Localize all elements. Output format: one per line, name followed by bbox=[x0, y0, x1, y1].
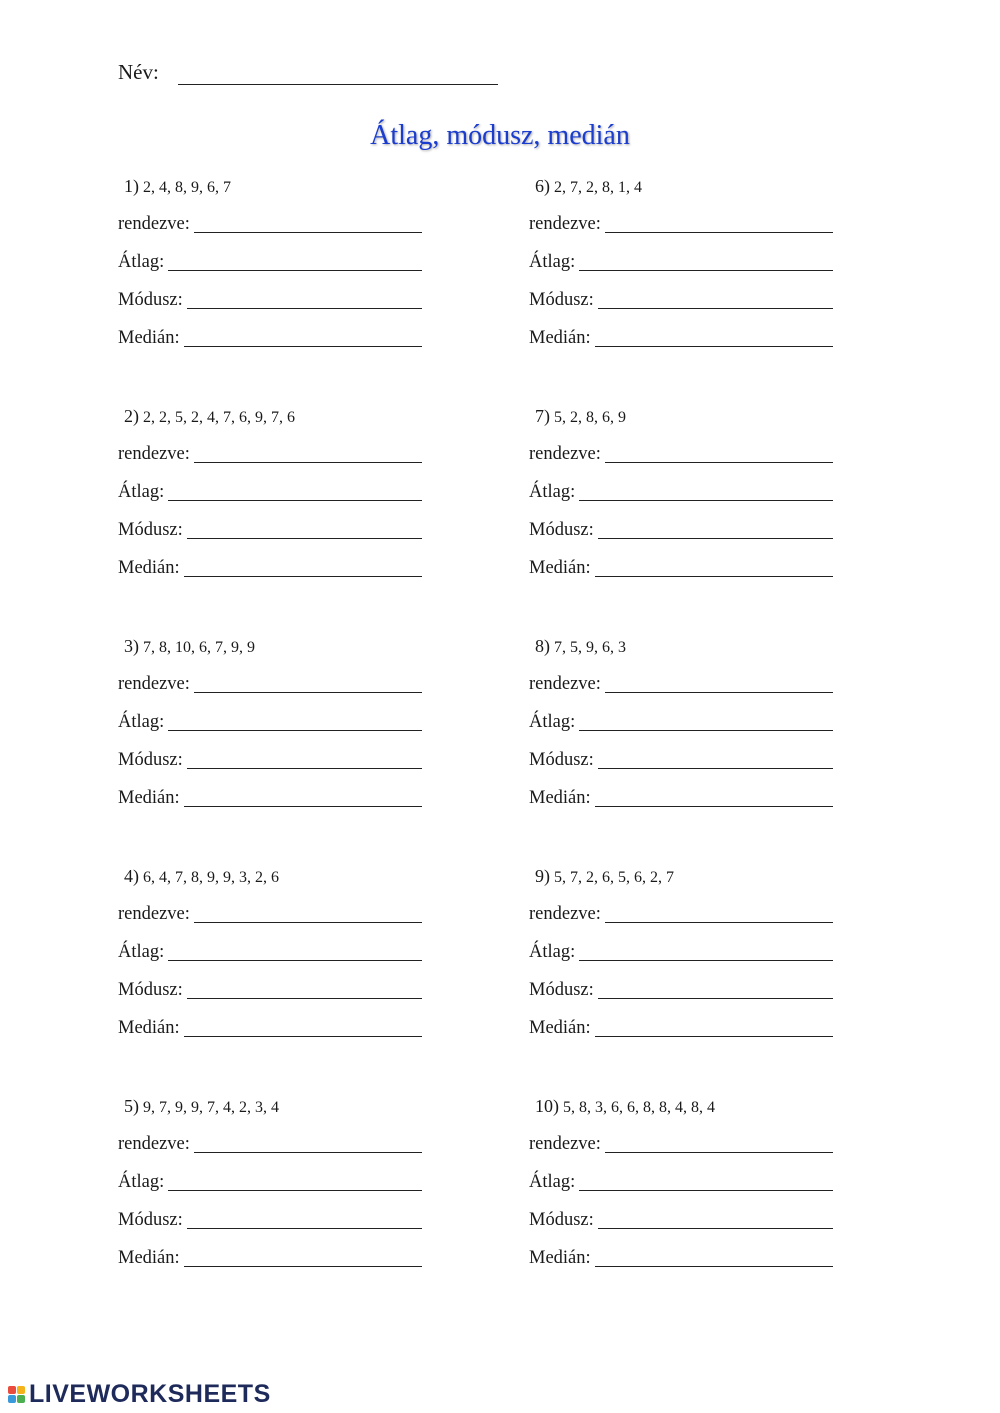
field-mode bbox=[529, 980, 833, 1001]
sorted-answer-line[interactable] bbox=[605, 904, 833, 923]
mode-answer-line[interactable] bbox=[187, 980, 422, 999]
exercise-values: 5, 2, 8, 6, 9 bbox=[554, 409, 626, 426]
exercise-number: 8) bbox=[535, 636, 550, 656]
median-answer-line[interactable] bbox=[184, 1248, 422, 1267]
mean-label: Átlag: bbox=[529, 252, 576, 272]
median-answer-line[interactable] bbox=[184, 1018, 422, 1037]
exercise-values: 2, 4, 8, 9, 6, 7 bbox=[143, 179, 231, 196]
exercise-values: 9, 7, 9, 9, 7, 4, 2, 3, 4 bbox=[143, 1099, 279, 1116]
field-mean bbox=[529, 252, 833, 273]
median-answer-line[interactable] bbox=[184, 328, 422, 347]
exercise-header bbox=[535, 176, 642, 197]
sorted-label: rendezve: bbox=[118, 1134, 190, 1154]
mode-answer-line[interactable] bbox=[598, 1210, 833, 1229]
field-median bbox=[118, 788, 422, 809]
mode-label: Módusz: bbox=[529, 1210, 594, 1230]
field-sorted bbox=[529, 444, 833, 465]
sorted-label: rendezve: bbox=[118, 444, 190, 464]
field-sorted bbox=[118, 904, 422, 925]
field-mode bbox=[529, 750, 833, 771]
exercise-header bbox=[124, 176, 231, 197]
exercise-header bbox=[535, 866, 674, 887]
exercise-values: 7, 8, 10, 6, 7, 9, 9 bbox=[143, 639, 255, 656]
median-answer-line[interactable] bbox=[595, 788, 833, 807]
name-label: Név: bbox=[118, 60, 159, 84]
sorted-label: rendezve: bbox=[118, 674, 190, 694]
mode-label: Módusz: bbox=[118, 1210, 183, 1230]
mean-label: Átlag: bbox=[529, 1172, 576, 1192]
sorted-answer-line[interactable] bbox=[194, 674, 422, 693]
mean-label: Átlag: bbox=[118, 482, 165, 502]
sorted-answer-line[interactable] bbox=[194, 444, 422, 463]
exercise-values: 2, 7, 2, 8, 1, 4 bbox=[554, 179, 642, 196]
exercise-number: 9) bbox=[535, 866, 550, 886]
field-mean bbox=[118, 482, 422, 503]
field-mean bbox=[118, 252, 422, 273]
logo-mark-icon bbox=[8, 1386, 25, 1403]
field-mode bbox=[118, 1210, 422, 1231]
sorted-label: rendezve: bbox=[529, 444, 601, 464]
exercise-values: 5, 8, 3, 6, 6, 8, 8, 4, 8, 4 bbox=[563, 1099, 715, 1116]
field-mean bbox=[118, 942, 422, 963]
median-label: Medián: bbox=[529, 1018, 591, 1038]
sorted-label: rendezve: bbox=[529, 214, 601, 234]
median-answer-line[interactable] bbox=[595, 558, 833, 577]
field-median bbox=[529, 1248, 833, 1269]
median-label: Medián: bbox=[529, 788, 591, 808]
mean-answer-line[interactable] bbox=[579, 252, 833, 271]
sorted-answer-line[interactable] bbox=[605, 1134, 833, 1153]
mode-label: Módusz: bbox=[529, 520, 594, 540]
sorted-answer-line[interactable] bbox=[605, 444, 833, 463]
median-label: Medián: bbox=[118, 558, 180, 578]
field-mean bbox=[529, 712, 833, 733]
mode-label: Módusz: bbox=[118, 290, 183, 310]
exercise-number: 6) bbox=[535, 176, 550, 196]
field-mode bbox=[118, 980, 422, 1001]
name-row bbox=[118, 60, 498, 85]
median-answer-line[interactable] bbox=[184, 558, 422, 577]
mean-label: Átlag: bbox=[529, 712, 576, 732]
exercise-header bbox=[535, 636, 626, 657]
field-mean bbox=[529, 482, 833, 503]
logo-square bbox=[17, 1386, 25, 1394]
exercise-number: 4) bbox=[124, 866, 139, 886]
field-median bbox=[118, 1018, 422, 1039]
field-mode bbox=[118, 750, 422, 771]
mean-answer-line[interactable] bbox=[579, 1172, 833, 1191]
field-mean bbox=[118, 712, 422, 733]
field-mode bbox=[529, 290, 833, 311]
median-label: Medián: bbox=[529, 328, 591, 348]
logo-square bbox=[8, 1395, 16, 1403]
exercise-header bbox=[124, 636, 255, 657]
sorted-answer-line[interactable] bbox=[194, 1134, 422, 1153]
median-answer-line[interactable] bbox=[184, 788, 422, 807]
mode-answer-line[interactable] bbox=[187, 520, 422, 539]
mean-answer-line[interactable] bbox=[168, 482, 422, 501]
exercise-header bbox=[535, 1096, 715, 1117]
exercise-header bbox=[124, 866, 279, 887]
field-mode bbox=[118, 290, 422, 311]
median-answer-line[interactable] bbox=[595, 1248, 833, 1267]
median-label: Medián: bbox=[529, 558, 591, 578]
exercise-number: 2) bbox=[124, 406, 139, 426]
exercise-header bbox=[535, 406, 626, 427]
sorted-answer-line[interactable] bbox=[605, 214, 833, 233]
mode-label: Módusz: bbox=[529, 980, 594, 1000]
mode-answer-line[interactable] bbox=[187, 1210, 422, 1229]
mode-answer-line[interactable] bbox=[187, 750, 422, 769]
field-sorted bbox=[529, 904, 833, 925]
exercise-number: 7) bbox=[535, 406, 550, 426]
sorted-label: rendezve: bbox=[118, 214, 190, 234]
mean-label: Átlag: bbox=[118, 942, 165, 962]
field-sorted bbox=[118, 214, 422, 235]
mean-label: Átlag: bbox=[118, 712, 165, 732]
mode-label: Módusz: bbox=[529, 290, 594, 310]
exercise-number: 5) bbox=[124, 1096, 139, 1116]
mode-label: Módusz: bbox=[118, 980, 183, 1000]
logo-square bbox=[17, 1395, 25, 1403]
field-median bbox=[118, 328, 422, 349]
sorted-label: rendezve: bbox=[118, 904, 190, 924]
median-label: Medián: bbox=[118, 1248, 180, 1268]
exercise-number: 3) bbox=[124, 636, 139, 656]
median-answer-line[interactable] bbox=[595, 328, 833, 347]
exercise-values: 5, 7, 2, 6, 5, 6, 2, 7 bbox=[554, 869, 674, 886]
mode-label: Módusz: bbox=[118, 750, 183, 770]
mean-answer-line[interactable] bbox=[168, 1172, 422, 1191]
mean-answer-line[interactable] bbox=[168, 942, 422, 961]
mean-label: Átlag: bbox=[529, 482, 576, 502]
mode-label: Módusz: bbox=[529, 750, 594, 770]
field-mean bbox=[118, 1172, 422, 1193]
mode-answer-line[interactable] bbox=[598, 750, 833, 769]
field-mode bbox=[529, 1210, 833, 1231]
exercise-values: 7, 5, 9, 6, 3 bbox=[554, 639, 626, 656]
field-mean bbox=[529, 1172, 833, 1193]
median-label: Medián: bbox=[118, 1018, 180, 1038]
field-mode bbox=[529, 520, 833, 541]
mean-label: Átlag: bbox=[118, 252, 165, 272]
exercise-number: 10) bbox=[535, 1096, 559, 1116]
field-sorted bbox=[118, 674, 422, 695]
mode-answer-line[interactable] bbox=[598, 290, 833, 309]
field-median bbox=[118, 558, 422, 579]
sorted-answer-line[interactable] bbox=[194, 904, 422, 923]
median-label: Medián: bbox=[118, 788, 180, 808]
logo-square bbox=[8, 1386, 16, 1394]
field-median bbox=[529, 558, 833, 579]
mode-answer-line[interactable] bbox=[187, 290, 422, 309]
field-sorted bbox=[529, 674, 833, 695]
mean-answer-line[interactable] bbox=[579, 942, 833, 961]
exercise-values: 2, 2, 5, 2, 4, 7, 6, 9, 7, 6 bbox=[143, 409, 295, 426]
page-title: Átlag, módusz, medián bbox=[370, 120, 630, 151]
liveworksheets-logo bbox=[8, 1380, 271, 1409]
field-median bbox=[529, 788, 833, 809]
median-label: Medián: bbox=[529, 1248, 591, 1268]
field-median bbox=[118, 1248, 422, 1269]
field-sorted bbox=[529, 1134, 833, 1155]
mean-answer-line[interactable] bbox=[579, 482, 833, 501]
sorted-label: rendezve: bbox=[529, 904, 601, 924]
field-median bbox=[529, 328, 833, 349]
mode-label: Módusz: bbox=[118, 520, 183, 540]
sorted-answer-line[interactable] bbox=[605, 674, 833, 693]
field-sorted bbox=[529, 214, 833, 235]
mean-label: Átlag: bbox=[529, 942, 576, 962]
exercise-number: 1) bbox=[124, 176, 139, 196]
field-sorted bbox=[118, 444, 422, 465]
mean-answer-line[interactable] bbox=[579, 712, 833, 731]
mode-answer-line[interactable] bbox=[598, 980, 833, 999]
logo-text: LIVEWORKSHEETS bbox=[29, 1380, 271, 1408]
sorted-label: rendezve: bbox=[529, 1134, 601, 1154]
field-sorted bbox=[118, 1134, 422, 1155]
median-label: Medián: bbox=[118, 328, 180, 348]
sorted-answer-line[interactable] bbox=[194, 214, 422, 233]
exercise-header bbox=[124, 1096, 279, 1117]
exercise-header bbox=[124, 406, 295, 427]
mean-answer-line[interactable] bbox=[168, 712, 422, 731]
field-median bbox=[529, 1018, 833, 1039]
mean-answer-line[interactable] bbox=[168, 252, 422, 271]
mean-label: Átlag: bbox=[118, 1172, 165, 1192]
sorted-label: rendezve: bbox=[529, 674, 601, 694]
field-mode bbox=[118, 520, 422, 541]
mode-answer-line[interactable] bbox=[598, 520, 833, 539]
median-answer-line[interactable] bbox=[595, 1018, 833, 1037]
field-mean bbox=[529, 942, 833, 963]
name-input-line[interactable] bbox=[178, 62, 498, 85]
exercise-values: 6, 4, 7, 8, 9, 9, 3, 2, 6 bbox=[143, 869, 279, 886]
